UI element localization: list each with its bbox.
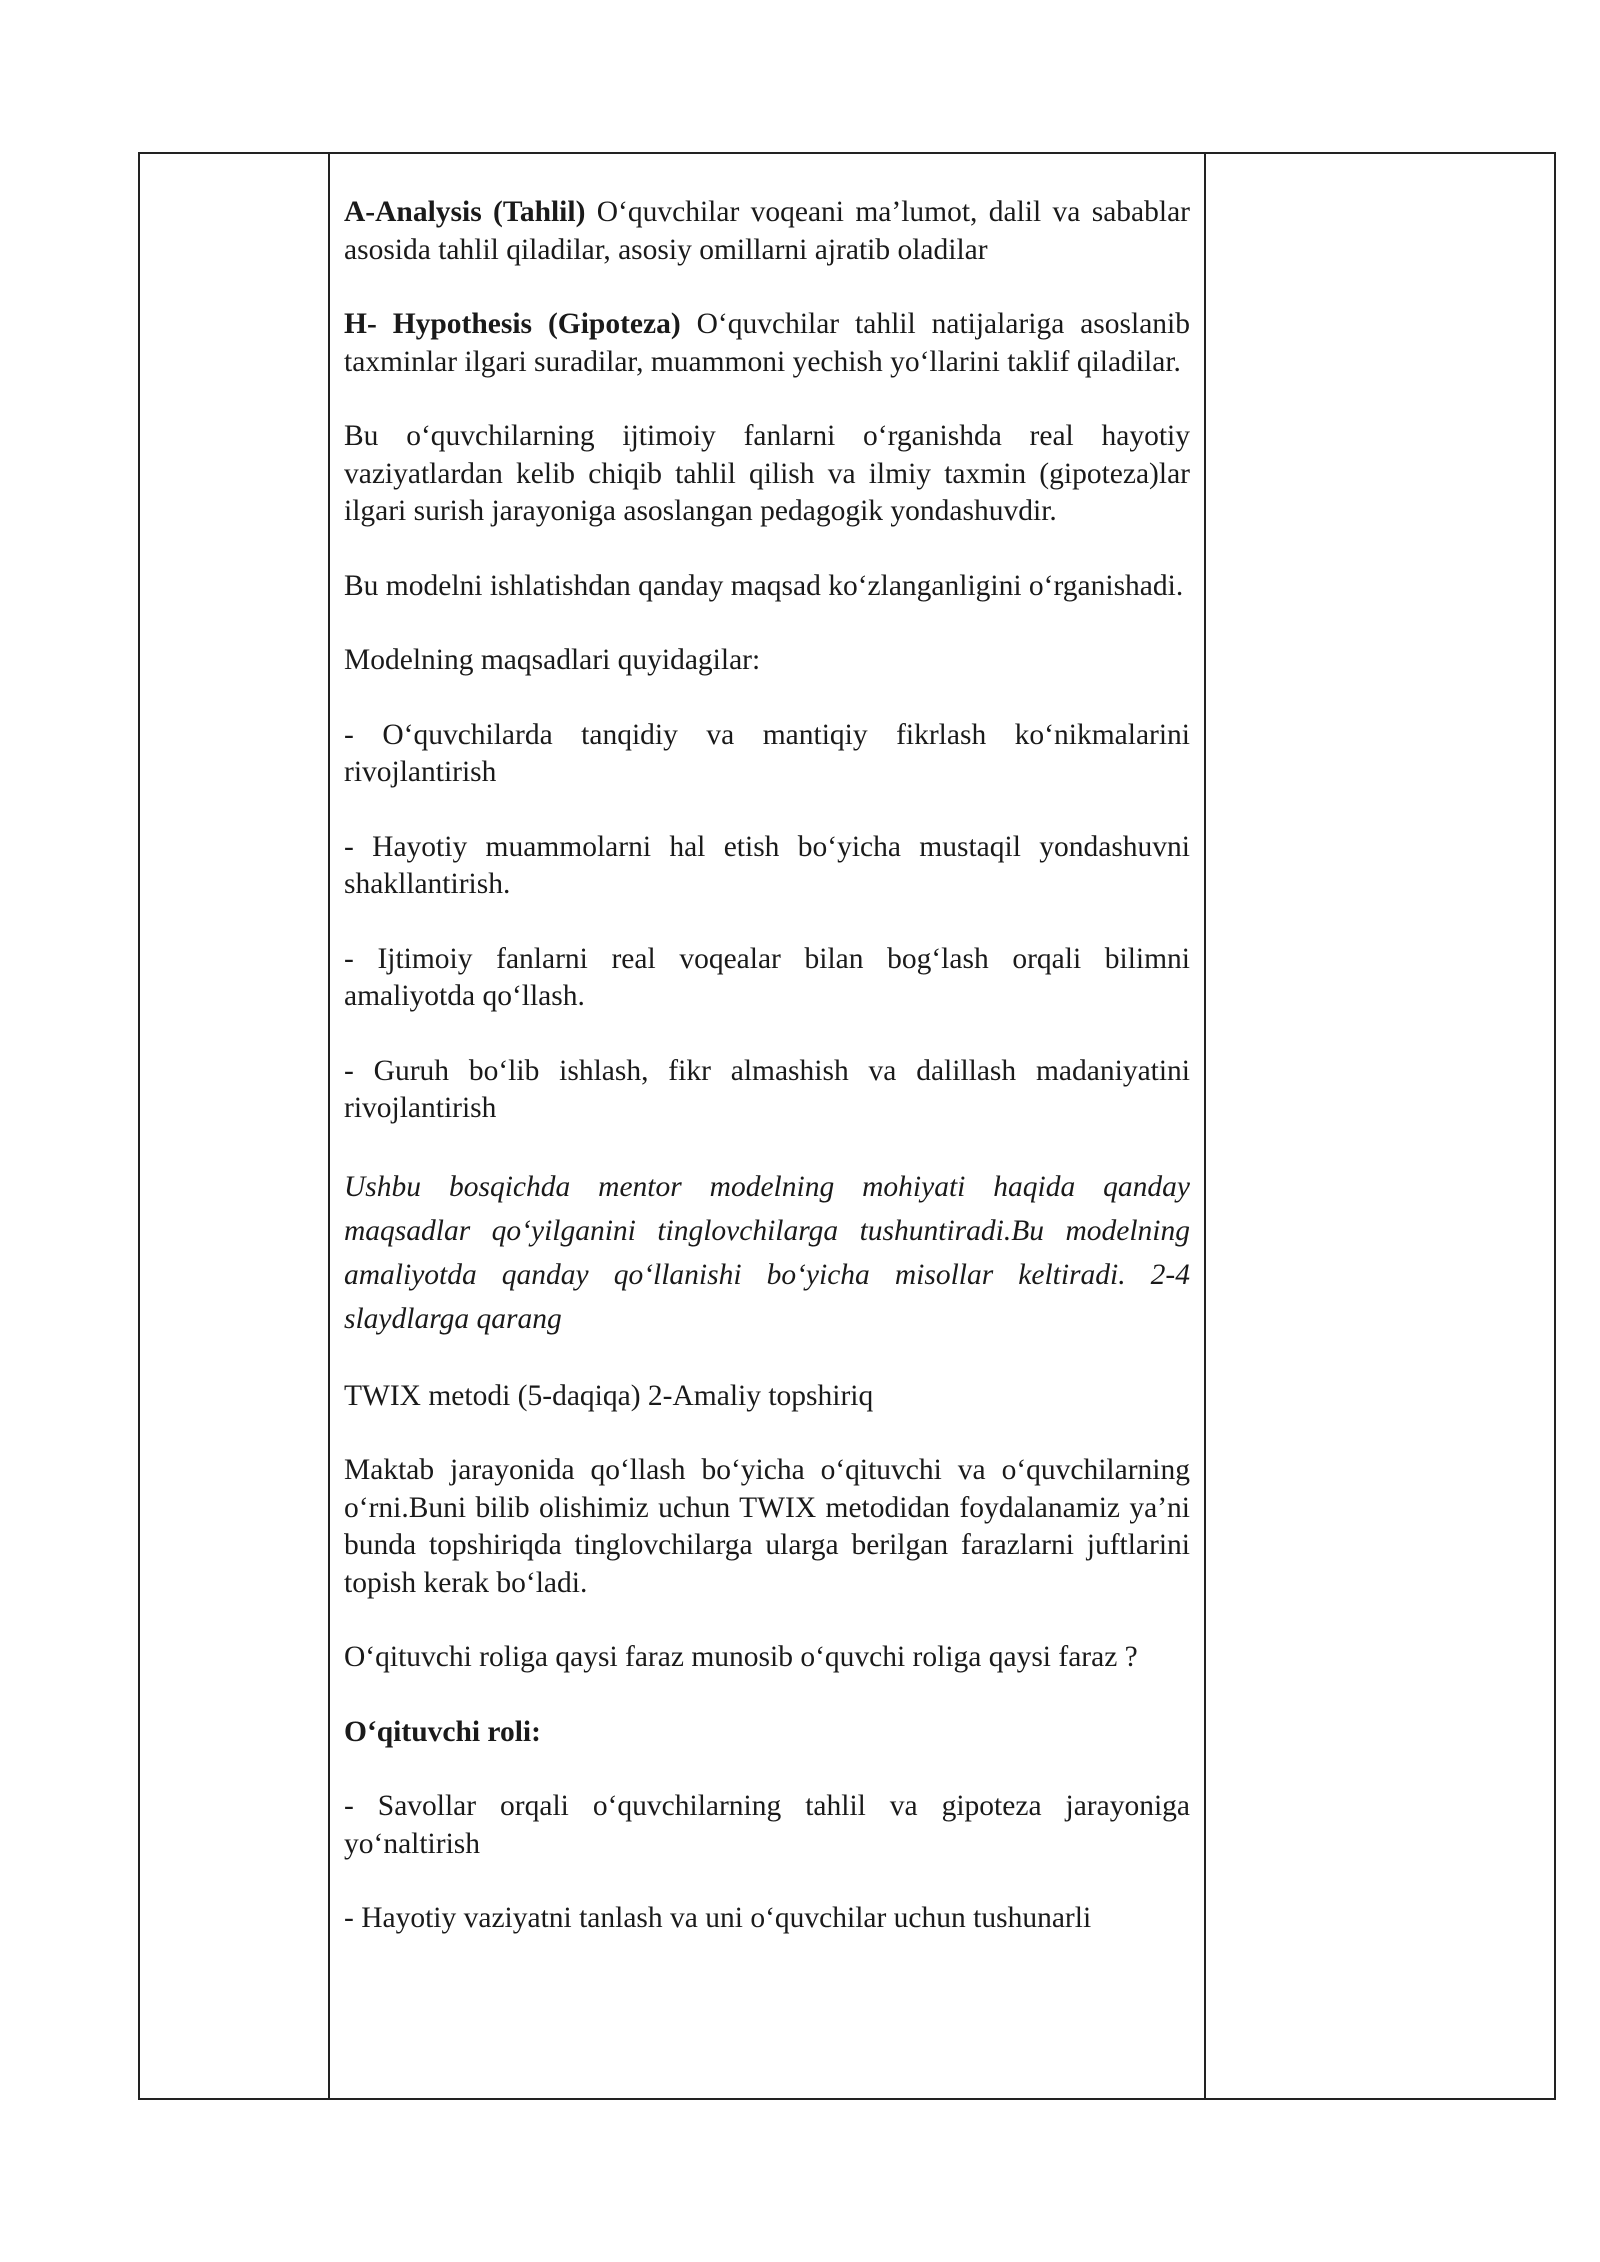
goal-item-4: - Guruh bo‘lib ishlash, fikr almashish va dalillash madaniyatini rivojlantirish — [344, 1054, 1190, 1124]
goals-intro: Modelning maqsadlari quyidagilar: — [344, 644, 761, 676]
analysis-label: A-Analysis (Tahlil) — [344, 196, 586, 228]
mentor-note: Ushbu bosqichda mentor modelning mohiyati haqida qanday maqsadlar qo‘yilganini tinglovchilarga tushuntiradi.Bu modelning amaliyotda qanday qo‘llanishi bo‘yicha misollar keltiradi. 2-4 slaydlarga qarang — [344, 1170, 1190, 1335]
goal-item-2: - Hayotiy muammolarni hal etish bo‘yicha mustaqil yondashuvni shakllantirish. — [344, 830, 1190, 900]
document-table — [138, 152, 1556, 2100]
analysis-text: O‘quvchilar voqeani ma’lumot, dalil va sabablar asosida tahlil qiladilar, asosiy omillarni ajratib oladilar — [344, 196, 1191, 266]
goal-item-3: - Ijtimoiy fanlarni real voqealar bilan bog‘lash orqali bilimni amaliyotda qo‘llash. — [344, 942, 1190, 1012]
approach-paragraph: Bu o‘quvchilarning ijtimoiy fanlarni o‘rganishda real hayotiy vaziyatlardan kelib chiqib tahlil qilish va ilmiy taxmin (gipoteza)lar ilgari surish jarayoniga asoslangan pedagogik yondashuvdir. — [344, 420, 1190, 527]
hypothesis-text: O‘quvchilar tahlil natijalariga asoslanib taxminlar ilgari suradilar, muammoni yechish yo‘llarini taklif qiladilar. — [344, 308, 1190, 378]
twix-heading: TWIX metodi (5-daqiqa) 2-Amaliy topshiriq — [344, 1379, 874, 1412]
teacher-role-heading: O‘qituvchi roli: — [344, 1715, 541, 1748]
teacher-role-item-1: - Savollar orqali o‘quvchilarning tahlil va gipoteza jarayoniga yo‘naltirish — [344, 1790, 1190, 1860]
teacher-role-item-2: - Hayotiy vaziyatni tanlash va uni o‘quvchilar uchun tushunarli — [344, 1902, 1092, 1934]
hypothesis-label: H- Hypothesis (Gipoteza) — [344, 308, 681, 340]
hypothesis-paragraph — [344, 306, 1190, 381]
table-left-column — [140, 154, 330, 2098]
purpose-paragraph: Bu modelni ishlatishdan qanday maqsad ko‘zlanganligini o‘rganishadi. — [344, 569, 1184, 602]
roles-question: O‘qituvchi roliga qaysi faraz munosib o‘quvchi roliga qaysi faraz ? — [344, 1641, 1138, 1673]
school-paragraph: Maktab jarayonida qo‘llash bo‘yicha o‘qituvchi va o‘quvchilarning o‘rni.Buni bilib olishimiz uchun TWIX metodidan foydalanamiz ya’ni bunda topshiriqda tinglovchilarga ularga berilgan farazlarni juftlarini topish kerak bo‘ladi. — [344, 1454, 1190, 1599]
table-right-column — [1206, 154, 1554, 2098]
goal-item-1: - O‘quvchilarda tanqidiy va mantiqiy fikrlash ko‘nikmalarini rivojlantirish — [344, 718, 1190, 788]
table-main-column — [330, 154, 1206, 2098]
analysis-paragraph — [344, 194, 1190, 269]
